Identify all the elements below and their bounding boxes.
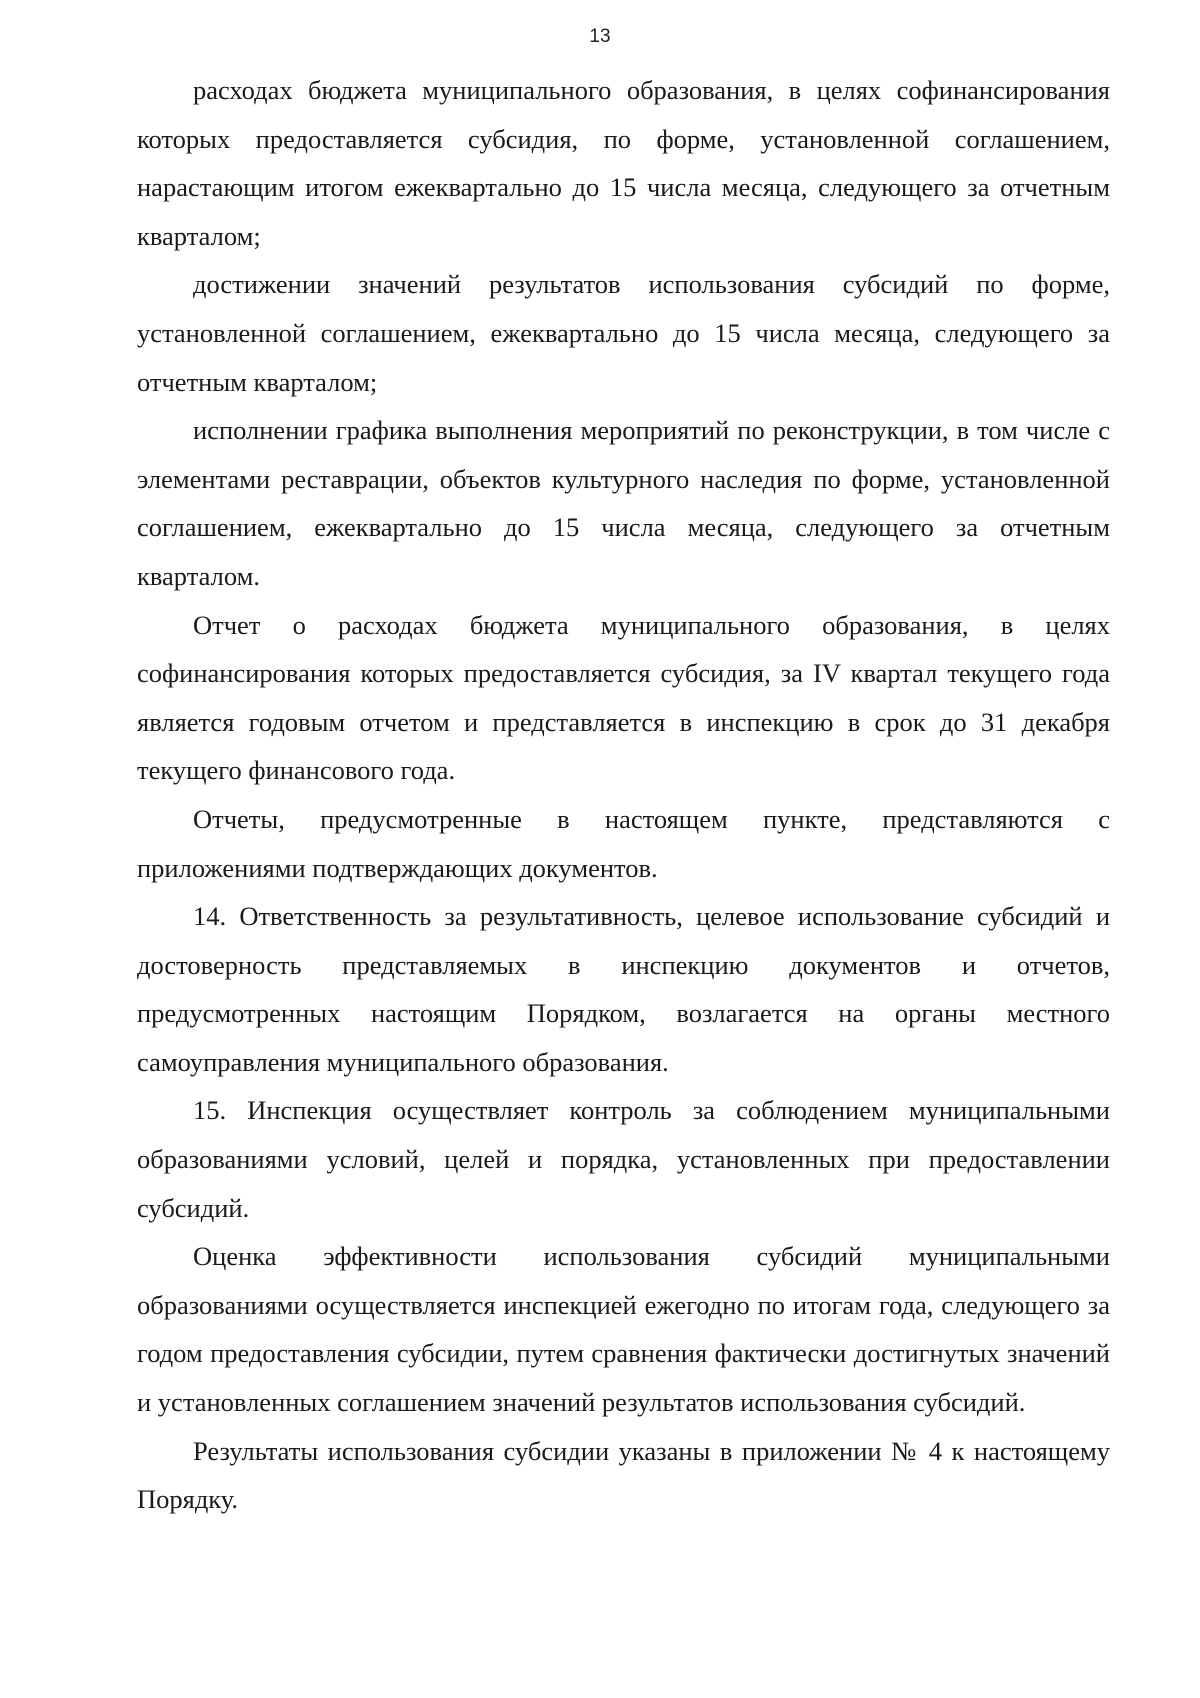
paragraph-reports-attachments: Отчеты, предусмотренные в настоящем пункте, представляются с приложениями подтверждающих документов. xyxy=(137,803,1110,883)
paragraph-efficiency-evaluation: Оценка эффективности использования субсидий муниципальными образованиями осуществляется инспекцией ежегодно по итогам года, следующего за годом предоставления субсидии, путем сравнения фактически достигнутых значений и установленных соглашением значений результатов использования субсидий. xyxy=(137,1241,1110,1418)
paragraph-expense-report: расходах бюджета муниципального образования, в целях софинансирования которых предоставляется субсидия, по форме, установленной соглашением, нарастающим итогом ежеквартально до 15 числа месяца, следующего за отчетным кварталом; xyxy=(137,75,1110,251)
paragraph-q4-report: Отчет о расходах бюджета муниципального образования, в целях софинансирования которых предоставляется субсидия, за IV квартал текущего года является годовым отчетом и представляется в инспекцию в срок до 31 декабря текущего финансового года. xyxy=(137,609,1110,786)
paragraph-results-achievement: достижении значений результатов использования субсидий по форме, установленной соглашением, ежеквартально до 15 числа месяца, следующего за отчетным кварталом; xyxy=(137,269,1110,397)
document-body xyxy=(137,66,1110,1524)
paragraph-schedule-execution: исполнении графика выполнения мероприятий по реконструкции, в том числе с элементами реставрации, объектов культурного наследия по форме, установленной соглашением, ежеквартально до 15 числа месяца, следующего за отчетным кварталом. xyxy=(137,415,1110,591)
paragraph-item-15-control: 15. Инспекция осуществляет контроль за соблюдением муниципальными образованиями условий, целей и порядка, установленных при предоставлении субсидий. xyxy=(137,1095,1110,1223)
page-number: 13 xyxy=(589,26,611,47)
paragraph-item-14-responsibility: 14. Ответственность за результативность, целевое использование субсидий и достоверность представляемых в инспекцию документов и отчетов, предусмотренных настоящим Порядком, возлагается на органы местного самоуправления муниципального образования. xyxy=(137,901,1110,1077)
paragraph-appendix-reference: Результаты использования субсидии указаны в приложении № 4 к настоящему Порядку. xyxy=(137,1435,1110,1515)
